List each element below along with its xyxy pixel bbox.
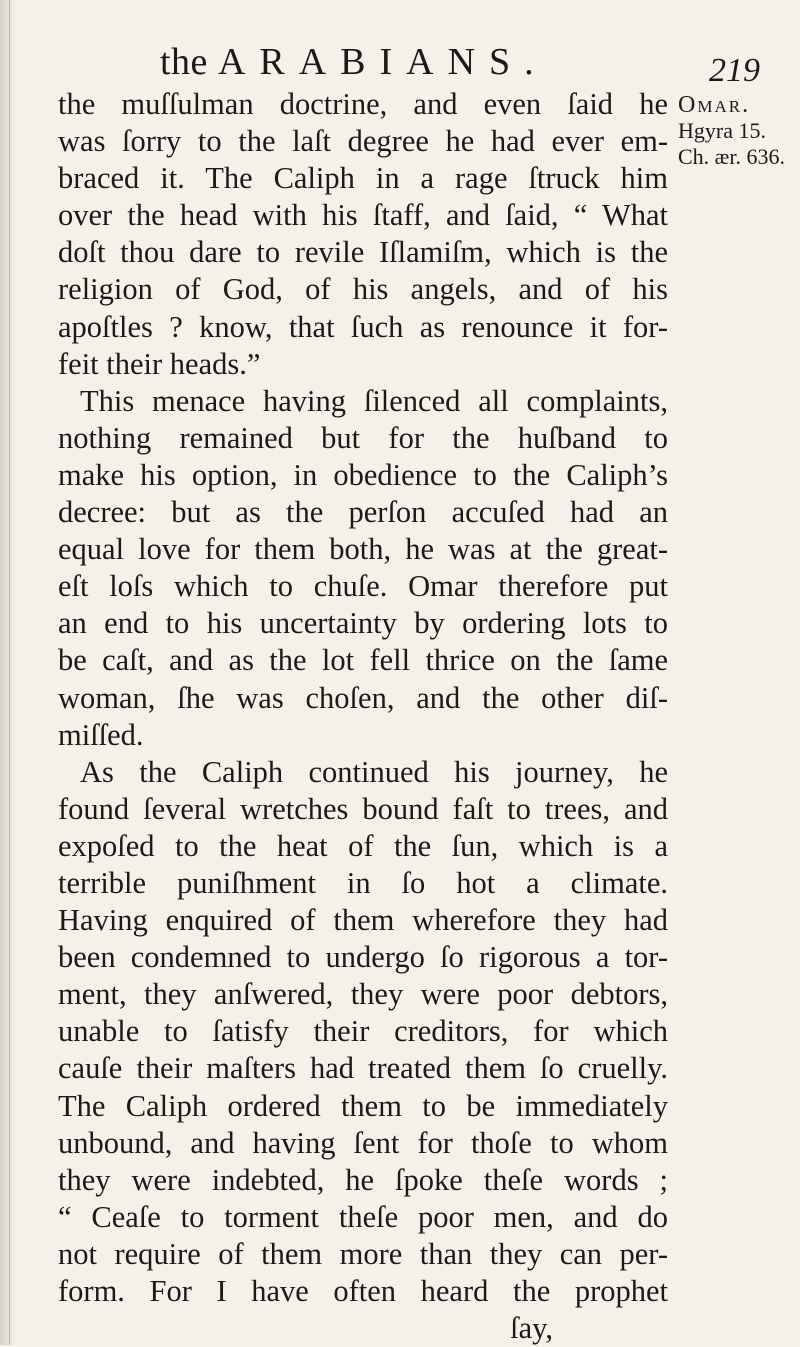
text-line: they were indebted, he ſpoke theſe words ; [58,1162,668,1197]
text-line: been condemned to undergo ſo rigorous a tor- [58,940,668,975]
text-line: not require of them more than they can per- [58,1236,668,1271]
text-line: expoſed to the heat of the ſun, which is a [58,828,668,863]
text-line: unbound, and having ſent for thoſe to whom [58,1125,668,1160]
text-line: miſſed. [58,717,144,752]
text-line: found ſeveral wretches bound faſt to trees, and [58,791,668,826]
text-line: equal love for them both, he was at the great- [58,532,668,567]
text-line: unable to ſatisfy their creditors, for which [58,1014,668,1049]
text-line: form. For I have often heard the prophet [58,1274,668,1308]
running-head-prefix: the [160,41,208,83]
text-line: woman, ſhe was choſen, and the other diſ- [58,680,668,715]
running-head [160,40,548,84]
text-line: make his option, in obedience to the Caliph’s [58,457,668,492]
binding-edge [0,0,16,1345]
text-line: This menace having ſilenced all complaints, [80,383,668,418]
running-head-title: ARABIANS. [217,41,548,83]
text-line: nothing remained but for the huſband to [58,420,668,455]
running-header [160,40,760,89]
margin-note: Hgyra 15. [678,118,766,143]
text-line: the muſſulman doctrine, and even ſaid he [58,87,668,121]
text-line: be caſt, and as the lot fell thrice on the ſame [58,643,668,678]
text-line: over the head with his ſtaff, and ſaid, “ What [58,198,668,233]
text-line: terrible puniſhment in ſo hot a climate. [58,865,668,900]
text-line: decree: but as the perſon accuſed had an [58,495,668,530]
text-line: The Caliph ordered them to be immediately [58,1088,668,1123]
margin-notes [678,92,800,170]
text-line: doſt thou dare to revile Iſlamiſm, which is the [58,235,668,270]
page-number: 219 [709,52,760,89]
text-line: was ſorry to the laſt degree he had ever em- [58,124,668,159]
text-line: Having enquired of them wherefore they had [58,903,668,938]
text-line: feit their heads.” [58,346,261,381]
text-line: an end to his uncertainty by ordering lots to [58,606,668,641]
text-line: eſt loſs which to chuſe. Omar therefore put [58,569,668,604]
text-line: apoſtles ? know, that ſuch as renounce it for- [58,309,668,344]
text-line: religion of God, of his angels, and of his [58,272,668,307]
text-line: ment, they anſwered, they were poor debtors, [58,977,668,1012]
text-line: “ Ceaſe to torment theſe poor men, and do [58,1199,668,1234]
margin-note: Ch. ær. 636. [678,144,785,169]
margin-note: Omar. [678,92,751,118]
text-line: cauſe their maſters had treated them ſo cruelly. [58,1051,668,1086]
text-line: braced it. The Caliph in a rage ſtruck him [58,161,668,196]
text-line: ſay, [510,1311,553,1346]
binding-line [9,0,10,1345]
body-text [58,86,668,1347]
text-line: As the Caliph continued his journey, he [80,754,668,789]
